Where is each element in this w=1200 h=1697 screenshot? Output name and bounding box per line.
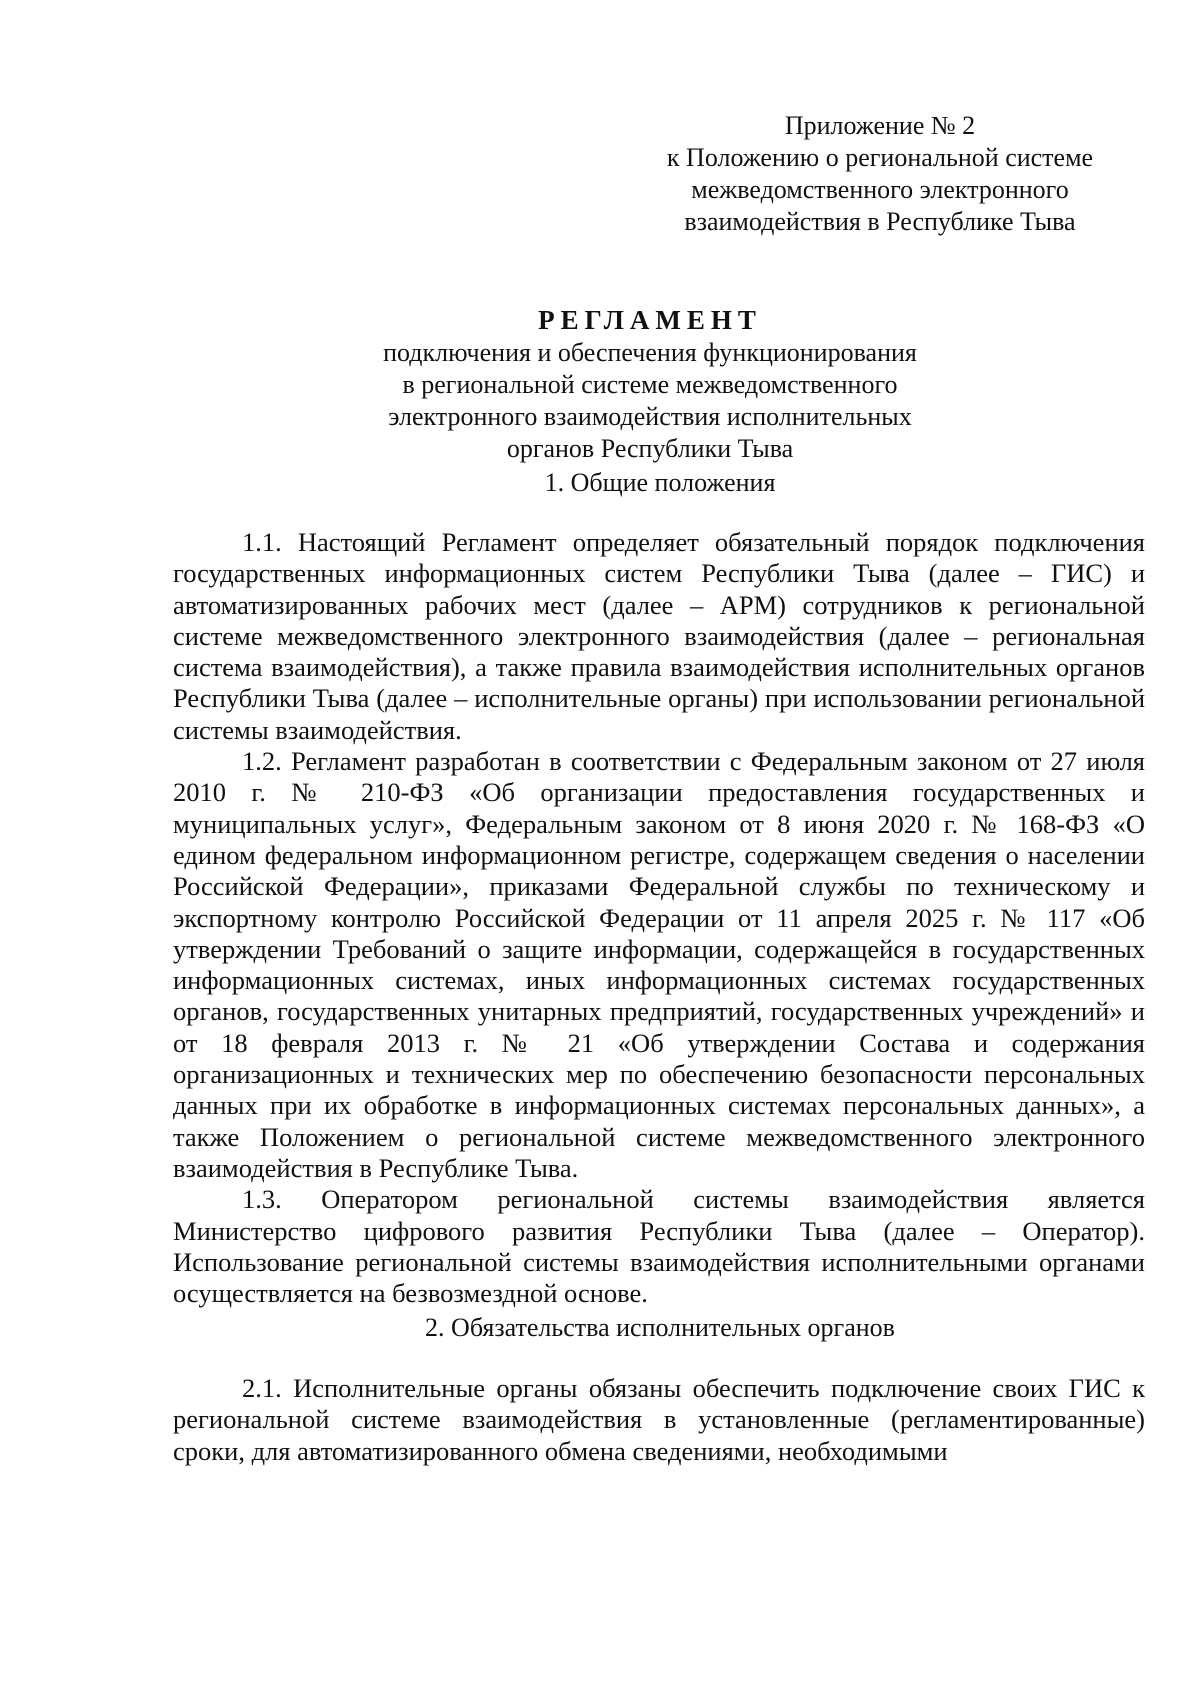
title-line-4: органов Республики Тыва	[506, 434, 794, 463]
paragraph-2-1: 2.1. Исполнительные органы обязаны обеспечить подключение своих ГИС к региональной системе взаимодействия в установленные (регламентированные) сроки, для автоматизированного обмена сведениями, необходимыми	[173, 1373, 1145, 1466]
paragraph-1-3: 1.3. Оператором региональной системы взаимодействия является Министерство цифрового развития Республики Тыва (далее – Оператор). Использование региональной системы взаимодействия исполнительными органами осуществляется на безвозмездной основе.	[173, 1184, 1145, 1309]
appendix-line-1: Приложение № 2	[784, 111, 976, 140]
appendix-header	[620, 110, 1140, 238]
section-2-body	[173, 1373, 1145, 1467]
appendix-line-2: к Положению о региональной системе	[666, 143, 1094, 172]
section-2-heading: 2. Обязательства исполнительных органов	[425, 1313, 895, 1342]
appendix-line-3: межведомственного электронного	[691, 175, 1069, 204]
section-1-heading: 1. Общие положения	[544, 468, 776, 497]
section-1-body	[173, 527, 1145, 1309]
appendix-line-4: взаимодействия в Республике Тыва	[684, 207, 1076, 236]
title-line-3: электронного взаимодействия исполнительных	[388, 402, 912, 431]
paragraph-1-2: 1.2. Регламент разработан в соответствии с Федеральным законом от 27 июля 2010 г. № 210-ФЗ «Об организации предоставления государственных и муниципальных услуг», Федеральным законом от 8 июня 2020 г. № 168-ФЗ «О едином федеральном информационном регистре, содержащем сведения о населении Российской Федерации», приказами Федеральной службы по техническому и экспортному контролю Российской Федерации от 11 апреля 2025 г. № 117 «Об утверждении Требований о защите информации, содержащейся в государственных информационных системах, иных информационных системах государственных органов, государственных унитарных предприятий, государственных учреждений» и от 18 февраля 2013 г. № 21 «Об утверждении Состава и содержания организационных и технических мер по обеспечению безопасности персональных данных при их обработке в информационных системах персональных данных», а также Положением о региональной системе межведомственного электронного взаимодействия в Республике Тыва.	[173, 746, 1145, 1183]
document-heading: РЕГЛАМЕНТ	[538, 305, 762, 335]
title-line-1: подключения и обеспечения функционирования	[383, 338, 917, 367]
document-title	[240, 303, 1060, 465]
title-line-2: в региональной системе межведомственного	[402, 370, 898, 399]
paragraph-1-1: 1.1. Настоящий Регламент определяет обязательный порядок подключения государственных информационных систем Республики Тыва (далее – ГИС) и автоматизированных рабочих мест (далее – АРМ) сотрудников к региональной системе межведомственного электронного взаимодействия (далее – региональная система взаимодействия), а также правила взаимодействия исполнительных органов Республики Тыва (далее – исполнительные органы) при использовании региональной системы взаимодействия.	[173, 527, 1145, 745]
